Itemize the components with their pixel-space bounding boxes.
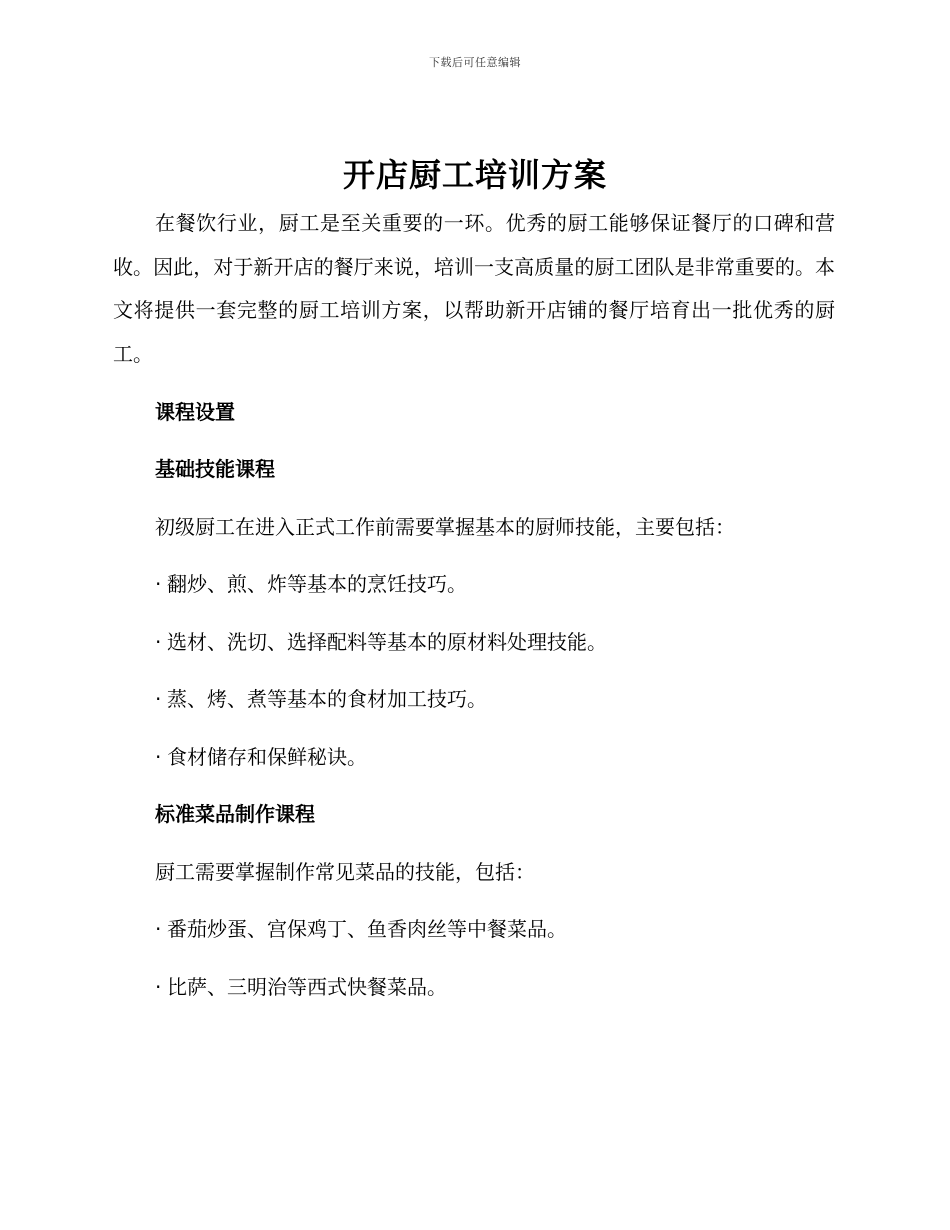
bullet-icon: ·: [155, 687, 162, 712]
section-heading-courses: 课程设置: [155, 399, 235, 424]
subheading-basic-skills: 基础技能课程: [155, 457, 275, 482]
list-item-text: 食材储存和保鲜秘诀。: [167, 744, 367, 769]
bullet-icon: ·: [155, 744, 162, 769]
basic-skills-lead: 初级厨工在进入正式工作前需要掌握基本的厨师技能，主要包括：: [155, 514, 735, 539]
list-item: [113, 614, 835, 672]
list-item-text: 选材、洗切、选择配料等基本的原材料处理技能。: [167, 629, 607, 654]
intro-paragraph: 在餐饮行业，厨工是至关重要的一环。优秀的厨工能够保证餐厅的口碑和营收。因此，对于新开店的餐厅来说，培训一支高质量的厨工团队是非常重要的。本文将提供一套完整的厨工培训方案，以帮助新开店铺的餐厅培育出一批优秀的厨工。: [113, 211, 835, 367]
bullet-icon: ·: [155, 572, 162, 597]
list-item-text: 蒸、烤、煮等基本的食材加工技巧。: [167, 687, 487, 712]
list-item-text: 番茄炒蛋、宫保鸡丁、鱼香肉丝等中餐菜品。: [167, 917, 567, 942]
bullet-icon: ·: [155, 974, 162, 999]
list-item: [113, 556, 835, 614]
document-body: [113, 202, 835, 1016]
list-item: [113, 671, 835, 729]
page-title: 开店厨工培训方案: [342, 156, 607, 194]
list-item: [113, 729, 835, 787]
subheading-standard-dishes: 标准菜品制作课程: [155, 802, 315, 827]
bullet-icon: ·: [155, 917, 162, 942]
list-item-text: 比萨、三明治等西式快餐菜品。: [167, 974, 447, 999]
bullet-icon: ·: [155, 629, 162, 654]
standard-dishes-lead: 厨工需要掌握制作常见菜品的技能，包括：: [155, 859, 535, 884]
header-note: 下载后可任意编辑: [429, 56, 521, 69]
list-item-text: 翻炒、煎、炸等基本的烹饪技巧。: [167, 572, 467, 597]
list-item: [113, 959, 835, 1017]
list-item: [113, 901, 835, 959]
